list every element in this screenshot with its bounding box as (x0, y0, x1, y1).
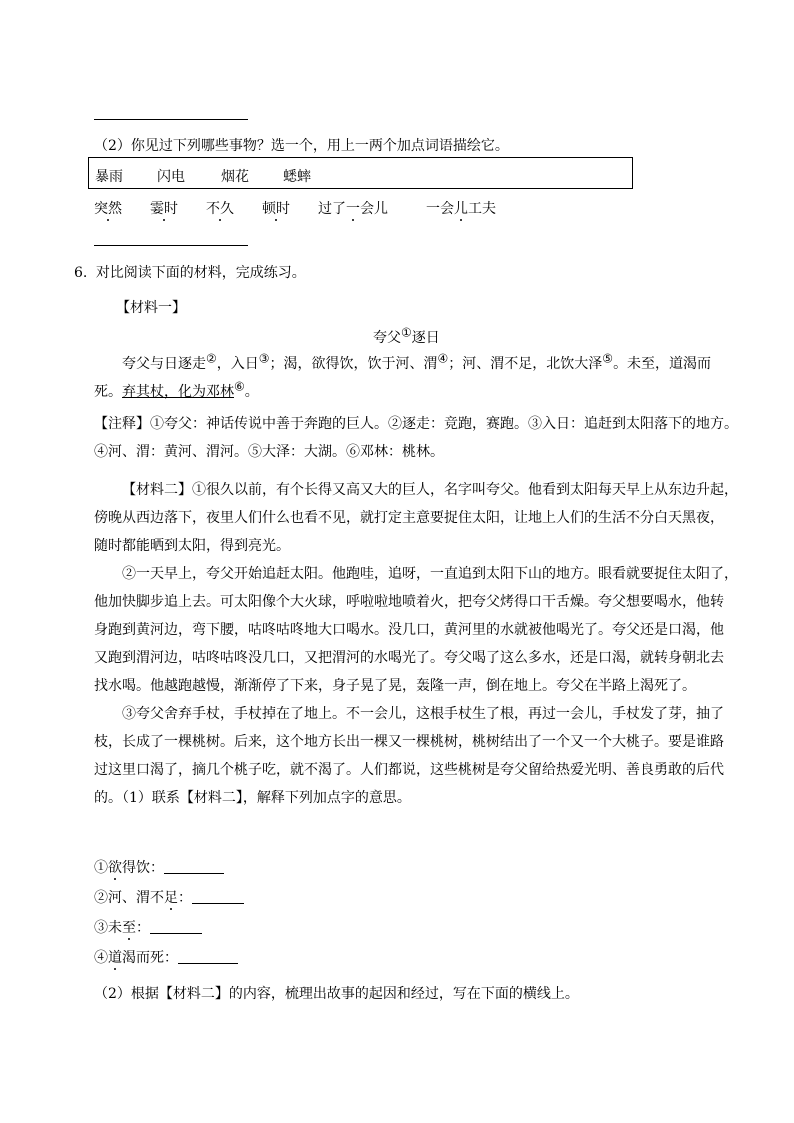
thing-item: 蟋蟀 (283, 169, 311, 185)
question-item-3: ③未至： (94, 917, 202, 937)
question-item-1: ①欲得饮： (94, 857, 224, 877)
dotted-word: 顿时 (262, 201, 290, 217)
answer-blank[interactable] (178, 949, 238, 964)
q6-part2-prompt: （2）根据【材料二】的内容，梳理出故事的起因和经过，写在下面的横线上。 (94, 986, 579, 1002)
dotted-word: 过了一会儿 (318, 201, 388, 217)
q6-number: 6. (74, 265, 88, 281)
material2-para1: 【材料二】①很久以前，有个长得又高又大的巨人，名字叫夸父。他看到太阳每天早上从东边升起， 傍晚从西边落下，夜里人们什么也看不见，就打定主意要捉住太阳，让地上人们的生活不分白天黑夜， 随时都能晒到太阳，得到亮光。 (94, 482, 738, 554)
passage-title: 夸父①逐日 (373, 325, 440, 346)
answer-line-q5[interactable] (94, 245, 248, 246)
question-item-2: ②河、渭不足： (94, 887, 244, 907)
underlined-sentence: 弃其杖，化为邓林 (122, 384, 234, 400)
q5-part2-prompt: （2）你见过下列哪些事物？选一个，用上一两个加点词语描绘它。 (94, 138, 509, 154)
dotted-word-list (94, 198, 514, 220)
dotted-word: 霎时 (150, 201, 178, 217)
thing-item: 闪电 (157, 169, 185, 185)
answer-blank[interactable] (150, 919, 202, 934)
thing-item: 烟花 (221, 169, 249, 185)
material1-label: 【材料一】 (116, 300, 186, 316)
dotted-word: 不久 (206, 201, 234, 217)
material2-para3: ③夸父舍弃手杖，手杖掉在了地上。不一会儿，这根手杖生了根，再过一会儿，手杖发了芽，抽了 枝，长成了一棵桃树。后来，这个地方长出一棵又一棵桃树，桃树结出了一个又一个大桃子。要是谁路 过这里口渴了，摘几个桃子吃，就不渴了。人们都说，这些桃树是夸父留给热爱光明、善良勇敢的后代 的。（1）联系【材料二】，解释下列加点字的意思。 (94, 706, 724, 806)
thing-item: 暴雨 (95, 169, 123, 185)
material1-text: 夸父与日逐走②，入日③；渴，欲得饮，饮于河、渭④；河、渭不足，北饮大泽⑤。未至，道渴而 死。弃其杖，化为邓林⑥。 (94, 351, 712, 400)
material2-para2: ②一天早上，夸父开始追赶太阳。他跑哇，追呀，一直追到太阳下山的地方。眼看就要捉住太阳了， 他加快脚步追上去。可太阳像个大火球，呼啦啦地喷着火，把夸父烤得口干舌燥。夸父想要喝水，他转 身跑到黄河边，弯下腰，咕咚咕咚地大口喝水。没几口，黄河里的水就被他喝光了。夸父还是口渴，他 又跑到渭河边，咕咚咕咚没几口，又把渭河的水喝光了。夸父喝了这么多水，还是口渴，就转身朝北去 找水喝。他越跑越慢，渐渐停了下来，身子晃了晃，轰隆一声，倒在地上。夸父在半路上渴死了。 (94, 566, 738, 694)
q6-heading (74, 262, 306, 282)
things-box (88, 157, 633, 189)
answer-line-top[interactable] (94, 119, 248, 120)
answer-blank[interactable] (164, 859, 224, 874)
question-item-4: ④道渴而死： (94, 947, 238, 967)
notes: 【注释】①夸父：神话传说中善于奔跑的巨人。②逐走：竞跑，赛跑。③入日：追赶到太阳落下的地方。 ④河、渭：黄河、渭河。⑤大泽：大湖。⑥邓林：桃林。 (94, 416, 738, 460)
q6-intro: 对比阅读下面的材料，完成练习。 (95, 265, 306, 281)
dotted-word: 突然 (94, 201, 122, 217)
answer-blank[interactable] (192, 889, 244, 904)
dotted-word: 一会儿工夫 (426, 201, 496, 217)
